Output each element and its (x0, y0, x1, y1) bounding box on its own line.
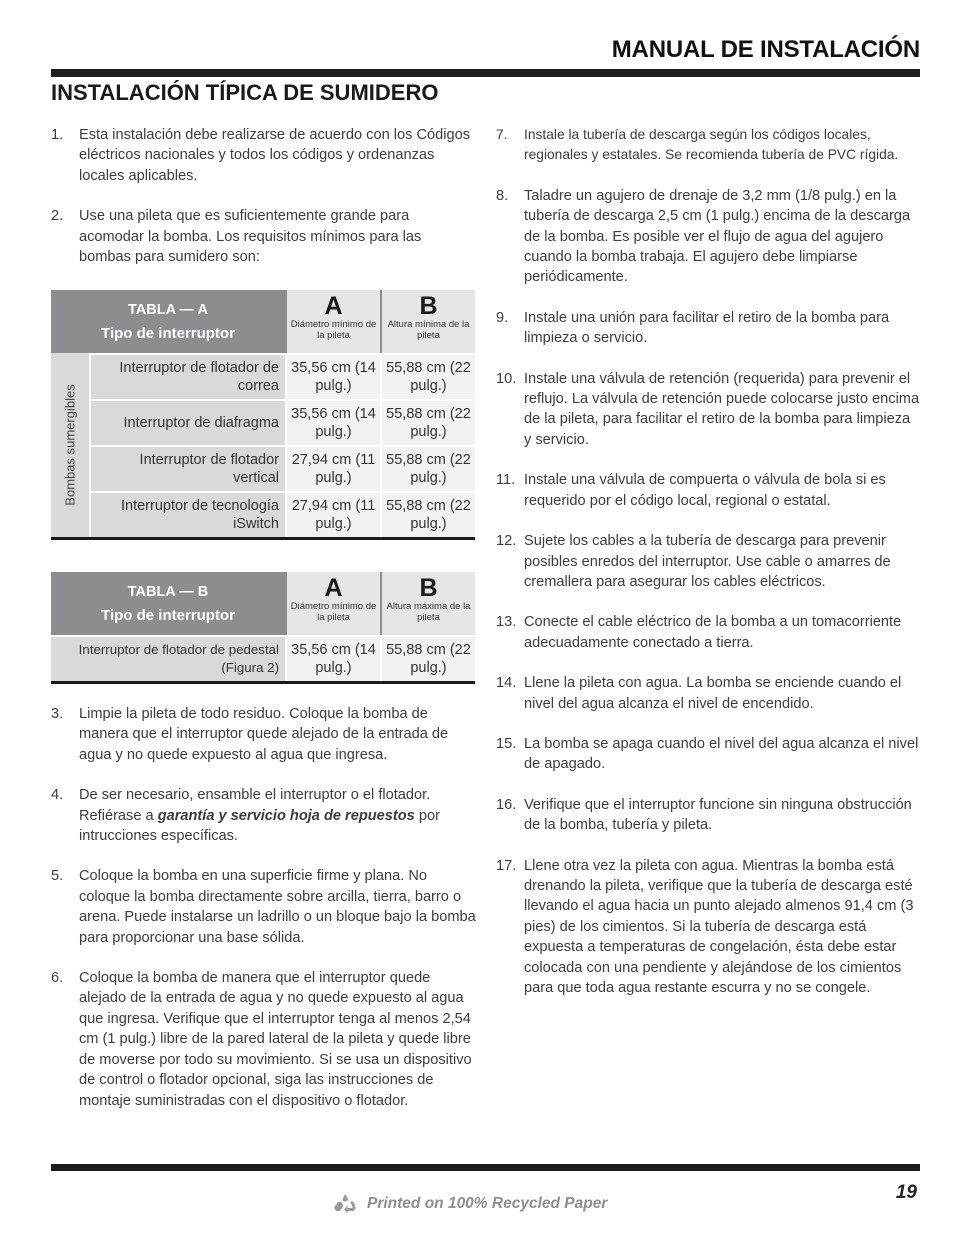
item-text: Instale una válvula de retención (requerida) para prevenir el reflujo. La válvula de retención puede colocarse justo encima de la pileta, para facilitar el retiro de la bomba para limpieza y servicio. (524, 370, 920, 448)
left-column-bottom (51, 704, 476, 1111)
item-number: 3. (51, 706, 64, 722)
list-item (496, 308, 921, 349)
col-letter: A (324, 292, 343, 320)
item-number: 1. (51, 127, 64, 143)
row-type: Interruptor de flotador vertical (91, 447, 285, 491)
table-a-subtitle: Tipo de interruptor (101, 324, 235, 342)
item-text: La bomba se apaga cuando el nivel del agua alcanza el nivel de apagado. (524, 735, 919, 773)
list-item (496, 369, 921, 451)
row-type: Interruptor de tecnología iSwitch (91, 493, 285, 537)
item-text-before: De ser necesario, ensamble el interruptor o el flotador. Refiérase a (79, 787, 431, 824)
page-number: 19 (895, 1182, 917, 1203)
item-number: 16. (496, 796, 517, 813)
table-b-type-header (51, 572, 285, 635)
table-a (51, 290, 475, 540)
table-b-subtitle: Tipo de interruptor (101, 606, 235, 624)
item-text: Sujete los cables a la tubería de descarga para prevenir posibles enredos del interruptor. Use cable o amarres de cremallera para asegurar los cables eléctricos. (524, 533, 891, 590)
item-text-after: por intrucciones específicas. (79, 807, 440, 845)
list-item (51, 866, 476, 948)
table-a-type-header (51, 290, 285, 353)
table-b-title: TABLA — B (127, 583, 209, 600)
table-b-col-a-header (287, 572, 380, 635)
recycle-icon (333, 1193, 357, 1215)
table-row (91, 445, 475, 491)
list-item (51, 704, 476, 765)
item-number: 10. (496, 370, 517, 387)
list-item (496, 734, 921, 775)
row-value-a: 35,56 cm (14 pulg.) (287, 637, 380, 681)
item-text: Instale una unión para facilitar el retiro de la bomba para limpieza o servicio. (524, 309, 890, 347)
list-item (51, 968, 476, 1111)
list-item (51, 125, 476, 186)
item-number: 13. (496, 614, 517, 631)
item-text: Esta instalación debe realizarse de acuerdo con los Códigos eléctricos nacionales y todos los códigos y ordenanzas locales aplicables. (79, 127, 471, 184)
col-letter: B (419, 574, 438, 602)
list-item (496, 795, 921, 836)
col-desc: Altura máxima de la pileta (386, 601, 471, 623)
list-item (496, 856, 921, 999)
table-a-body (51, 353, 475, 537)
item-text: Taladre un agujero de drenaje de 3,2 mm (1/8 pulg.) en la tubería de descarga 2,5 cm (1 pulg.) encima de la descarga de la bomba. Es posible ver el flujo de agua del agujero cuando la bomba trabaja. El agujero debe limpiarse periódicamente. (524, 187, 911, 286)
table-row (51, 635, 475, 681)
footer-divider (51, 1164, 920, 1171)
item-number: 6. (51, 970, 64, 987)
section-title: INSTALACIÓN TÍPICA DE SUMIDERO (51, 80, 439, 105)
row-type: Interruptor de flotador de pedestal (Figura 2) (51, 637, 285, 681)
table-a-header (51, 290, 475, 353)
col-letter: B (419, 292, 438, 320)
item-number: 12. (496, 533, 517, 550)
table-row (91, 491, 475, 537)
item-text: Llene la pileta con agua. La bomba se enciende cuando el nivel del agua alcanza el nivel de encendido. (524, 675, 902, 712)
item-text: Instale una válvula de compuerta o válvula de bola si es requerido por el código local, regional o estatal. (524, 472, 886, 509)
table-b (51, 572, 475, 684)
footer-text: Printed on 100% Recycled Paper (367, 1195, 608, 1212)
col-desc: Diámetro mínimo de la pileta (290, 319, 377, 341)
row-value-b: 55,88 cm (22 pulg.) (382, 493, 475, 537)
item-text-emphasis: garantía y servicio hoja de repuestos (157, 807, 415, 824)
table-a-title: TABLA — A (127, 301, 208, 318)
row-value-b: 55,88 cm (22 pulg.) (382, 447, 475, 491)
list-item (496, 186, 921, 288)
col-letter: A (324, 574, 343, 602)
item-text: Coloque la bomba de manera que el interruptor quede alejado de la entrada de agua y no quede expuesto al agua que ingresa. Verifique que el interruptor tenga al menos 2,54 cm (1 pulg.) libre de la pared lateral de la pileta y quede libre de moverse por todo su movimiento. Si se usa un dispositivo de control o flotador opcional, siga las instrucciones de montaje suministradas con el dispositivo o flotador. (79, 970, 472, 1109)
left-column-top (51, 125, 476, 267)
item-number: 15. (496, 735, 517, 752)
item-number: 17. (496, 857, 517, 874)
item-number: 2. (51, 208, 64, 225)
list-item (496, 125, 921, 166)
side-label: Bombas sumergibles (62, 384, 78, 506)
col-desc: Altura mínima de la pileta (387, 319, 470, 341)
row-value-a: 27,94 cm (11 pulg.) (287, 447, 380, 491)
table-row (91, 399, 475, 445)
item-number: 4. (51, 787, 64, 804)
table-row (91, 353, 475, 399)
list-item (51, 206, 476, 267)
table-b-header (51, 572, 475, 635)
list-item (496, 612, 921, 653)
header-divider (51, 69, 920, 77)
item-number: 11. (496, 472, 516, 489)
row-type: Interruptor de flotador de correa (91, 355, 285, 399)
item-text: Instale la tubería de descarga según los códigos locales, regionales y estatales. Se recomienda tubería de PVC rígida. (524, 127, 899, 163)
item-number: 7. (496, 127, 508, 142)
item-number: 9. (496, 309, 509, 326)
manual-title: MANUAL DE INSTALACIÓN (611, 36, 920, 63)
col-desc: Diámetro mínimo de la pileta (290, 601, 377, 623)
item-text: Conecte el cable eléctrico de la bomba a un tomacorriente adecuadamente conectado a tierra. (524, 614, 902, 651)
item-number: 14. (496, 675, 517, 692)
row-value-a: 27,94 cm (11 pulg.) (287, 493, 380, 537)
table-b-body (51, 635, 475, 681)
table-a-col-a-header (287, 290, 380, 353)
row-value-b: 55,88 cm (22 pulg.) (382, 401, 475, 445)
row-value-a: 35,56 cm (14 pulg.) (287, 355, 380, 399)
item-text: Limpie la pileta de todo residuo. Coloque la bomba de manera que el interruptor quede alejado de la entrada de agua y no quede expuesto al agua que ingresa. (79, 706, 449, 763)
right-column (496, 125, 921, 998)
list-item (496, 470, 921, 511)
list-item (51, 785, 476, 846)
row-value-a: 35,56 cm (14 pulg.) (287, 401, 380, 445)
list-item (496, 531, 921, 592)
row-value-b: 55,88 cm (22 pulg.) (382, 637, 475, 681)
table-b-col-b-header (382, 572, 475, 635)
footer-note (333, 1193, 607, 1215)
item-number: 8. (496, 187, 509, 204)
item-text (79, 785, 476, 846)
row-value-b: 55,88 cm (22 pulg.) (382, 355, 475, 399)
item-text: Use una pileta que es suficientemente grande para acomodar la bomba. Los requisitos mínimos para las bombas para sumidero son: (79, 208, 422, 266)
item-text: Llene otra vez la pileta con agua. Mientras la bomba está drenando la pileta, verifique que la tubería de descarga esté llevando el agua hacia un punto alejado almenos 91,4 cm (3 pies) de los cimientos. Si la tubería de descarga está expuesta a temperaturas de congelación, ésta debe estar colocada con una pendiente y alejándose de los cimientos para que toda agua restante escurra y no se congele. (524, 857, 914, 996)
table-a-col-b-header (382, 290, 475, 353)
row-type: Interruptor de diafragma (91, 401, 285, 445)
item-text: Coloque la bomba en una superficie firme y plana. No coloque la bomba directamente sobre arcilla, tierra, barro o arena. Puede instalarse un ladrillo o un bloque bajo la bomba para proporcionar una base sólida. (79, 868, 476, 946)
item-text: Verifique que el interruptor funcione sin ninguna obstrucción de la bomba, tubería y pileta. (524, 796, 912, 834)
list-item (496, 673, 921, 714)
table-a-side (51, 353, 91, 537)
item-number: 5. (51, 868, 64, 885)
